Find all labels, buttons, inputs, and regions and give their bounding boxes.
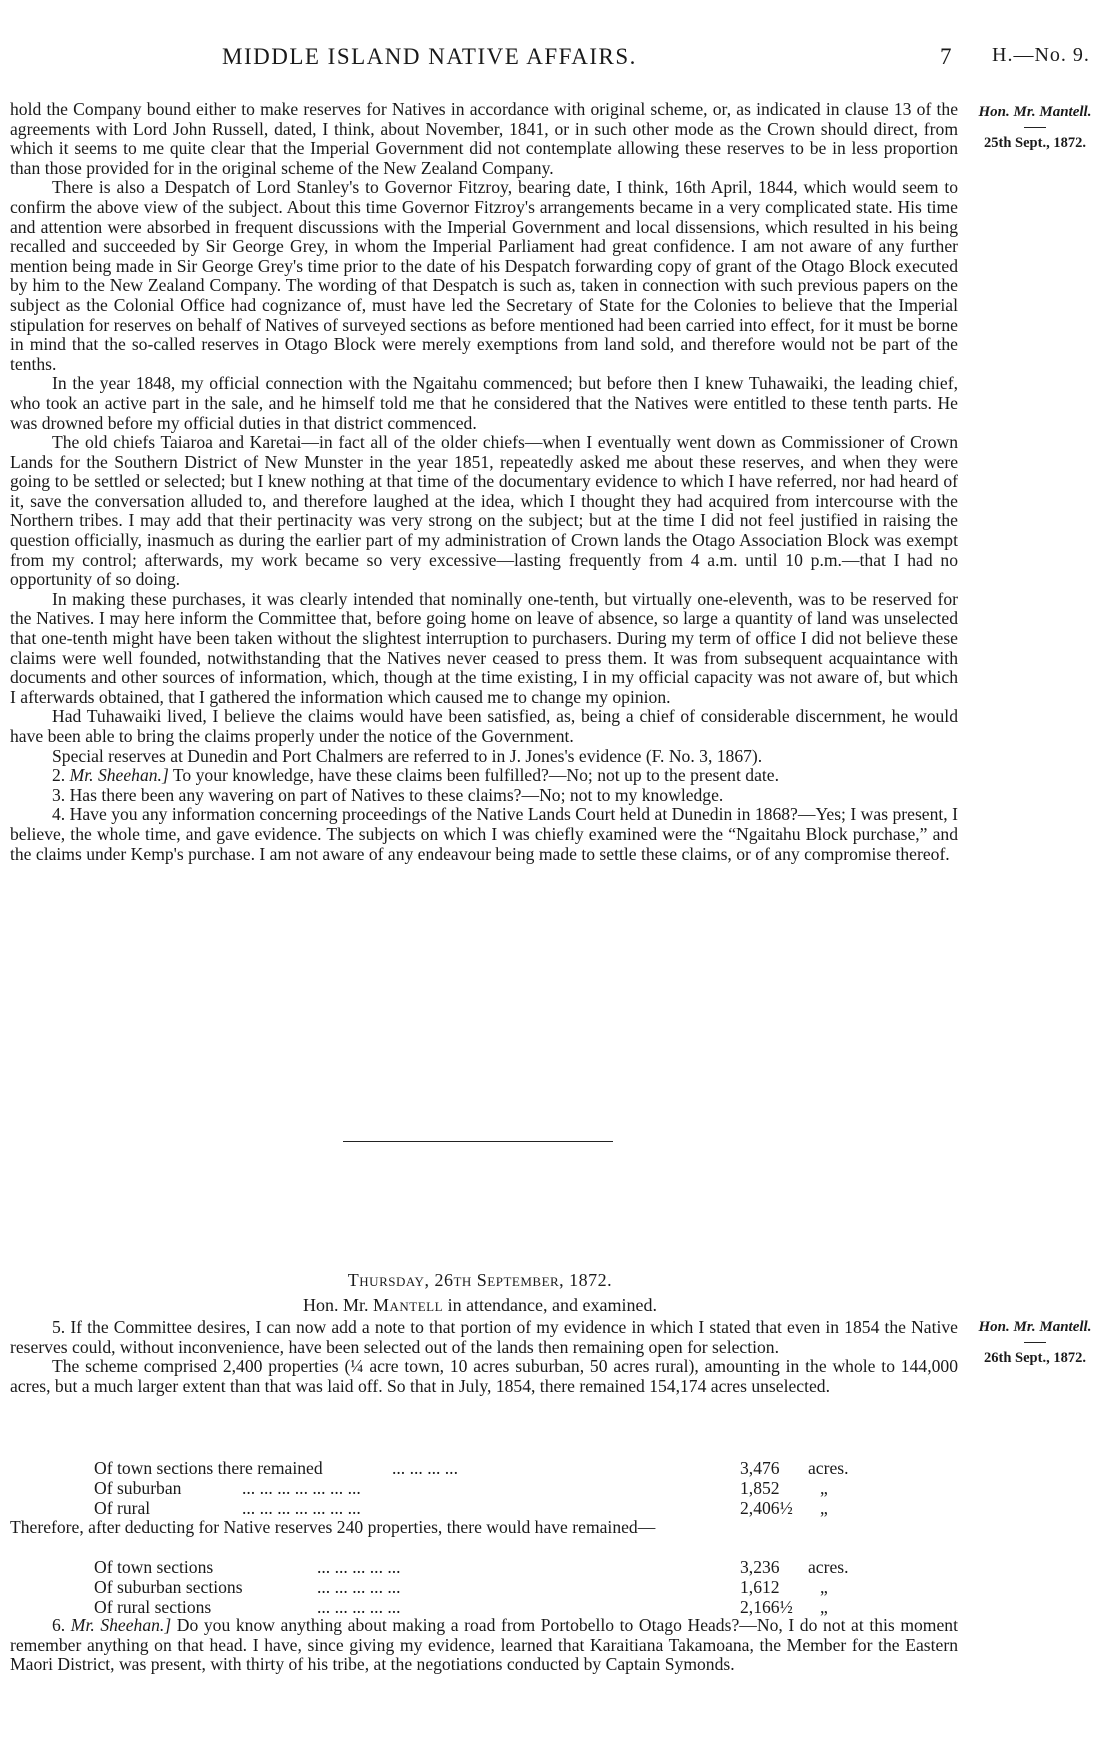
- acreage-table-2: [0, 1557, 960, 1617]
- paper-number: H.—No. 9.: [992, 44, 1090, 66]
- table-intro: Therefore, after deducting for Native reserves 240 properties, there would have remained—: [10, 1517, 656, 1537]
- row-value: 3,476: [740, 1458, 780, 1478]
- table-row: [0, 1498, 960, 1518]
- table-row: [0, 1478, 960, 1498]
- paragraph: Special reserves at Dunedin and Port Chalmers are referred to in J. Jones's evidence (F. No. 3, 1867).: [52, 745, 763, 766]
- margin-rule: [1024, 127, 1046, 128]
- question-6: [10, 1616, 958, 1675]
- leader-dots: ... ... ... ... ...: [317, 1597, 401, 1617]
- questioner: Mr. Sheehan.]: [69, 765, 169, 786]
- paragraph: In the year 1848, my official connection with the Ngaitahu commenced; but before then I knew Tuhawaiki, the leading chief, who took an active part in the sale, and he himself told me that he considered that the Natives were entitled to these tenth parts. He was drowned before my official duties in that district commenced.: [10, 373, 958, 433]
- row-unit: acres.: [808, 1557, 849, 1577]
- question-3: 3. Has there been any wavering on part of Natives to these claims?—No; not to my knowledge.: [52, 784, 724, 805]
- acreage-table-1: [0, 1458, 960, 1518]
- leader-dots: ... ... ... ...: [392, 1458, 458, 1478]
- table-row: [0, 1597, 960, 1617]
- question-4: 4. Have you any information concerning proceedings of the Native Lands Court held at Dunedin in 1868?—Yes; I was present, I believe, the whole time, and gave evidence. The subjects on which I was chiefly examined were the “Ngaitahu Block purchase,” and the claims under Kemp's purchase. I am not aware of any endeavour being made to settle these claims, or of any compromise thereof.: [10, 804, 958, 864]
- row-value: 2,166½: [740, 1597, 793, 1617]
- paragraph: hold the Company bound either to make reserves for Natives in accordance with original scheme, or, as indicated in clause 13 of the agreements with Lord John Russell, dated, I think, about November, 1841, or in such other mode as the Crown should direct, from which it seems to me quite clear that the Imperial Government did not contemplate allowing these reserves to be in less proportion than those provided for in the original scheme of the New Zealand Company.: [10, 99, 958, 178]
- leader-dots: ... ... ... ... ... ... ...: [242, 1478, 361, 1498]
- page-number: 7: [940, 44, 952, 69]
- paragraph: Had Tuhawaiki lived, I believe the claims would have been satisfied, as, being a chief of considerable discernment, he would have been able to bring the claims properly under the notice of the Government.: [10, 706, 958, 746]
- row-unit: acres.: [808, 1458, 849, 1478]
- margin-date: 26th Sept., 1872.: [984, 1350, 1086, 1366]
- margin-speaker: Hon. Mr. Mantell.: [978, 1319, 1092, 1335]
- row-unit: „: [820, 1498, 828, 1518]
- question-number: 6.: [52, 1615, 66, 1635]
- margin-date: 25th Sept., 1872.: [984, 135, 1086, 151]
- row-value: 1,612: [740, 1577, 780, 1597]
- row-value: 3,236: [740, 1557, 780, 1577]
- evidence-section-3: [10, 1616, 958, 1675]
- leader-dots: ... ... ... ... ...: [317, 1577, 401, 1597]
- table-row: [0, 1458, 960, 1478]
- table-row: [0, 1577, 960, 1597]
- row-value: 1,852: [740, 1478, 780, 1498]
- margin-speaker: Hon. Mr. Mantell.: [978, 104, 1092, 120]
- paragraph: The scheme comprised 2,400 properties (¼ acre town, 10 acres suburban, 50 acres rural), amounting in the whole to 144,000 acres, but a much larger extent than that was laid off. So that in July, 1854, there remained 154,174 acres unselected.: [10, 1356, 958, 1396]
- questioner: Mr. Sheehan.]: [70, 1615, 172, 1635]
- paragraph: There is also a Despatch of Lord Stanley's to Governor Fitzroy, bearing date, I think, 16th April, 1844, which would seem to confirm the above view of the subject. About this time Governor Fitzroy's arrangements became in a very complicated state. His time and attention were absorbed in frequent discussions with the Imperial Government and local dissensions, which resulted in his being recalled and succeeded by Sir George Grey, in whom the Imperial Parliament had great confidence. I am not aware of any further mention being made in Sir George Grey's time prior to the date of his Despatch forwarding copy of grant of the Otago Block executed by him to the New Zealand Company. The wording of that Despatch is such as, taken in connection with such previous papers on the subject as the Colonial Office had cognizance of, must have led the Secretary of State for the Colonies to believe that the Imperial stipulation for reserves on behalf of Natives of surveyed sections as before mentioned had been carried into effect, for it must be borne in mind that the so-called reserves in Otago Block were merely exemptions from land sold, and therefore would not be part of the tenths.: [10, 177, 958, 374]
- margin-note-2: [965, 1319, 1105, 1367]
- row-value: 2,406½: [740, 1498, 793, 1518]
- leader-dots: ... ... ... ... ...: [317, 1557, 401, 1577]
- row-label: Of rural sections: [94, 1597, 212, 1617]
- running-title: MIDDLE ISLAND NATIVE AFFAIRS.: [222, 44, 637, 69]
- leader-dots: ... ... ... ... ... ... ...: [242, 1498, 361, 1518]
- page-header: [0, 44, 1114, 74]
- row-label: Of suburban sections: [94, 1577, 243, 1597]
- section-divider: [343, 1141, 613, 1142]
- row-unit: „: [820, 1478, 828, 1498]
- row-label: Of town sections: [94, 1557, 214, 1577]
- row-label: Of suburban: [94, 1478, 182, 1498]
- row-unit: „: [820, 1577, 828, 1597]
- table-row: [0, 1557, 960, 1577]
- row-unit: „: [820, 1597, 828, 1617]
- question-text: To your knowledge, have these claims been fulfilled?—No; not up to the present date.: [172, 765, 779, 786]
- question-5: 5. If the Committee desires, I can now add a note to that portion of my evidence in which I stated that even in 1854 the Native reserves could, without inconvenience, have been selected out of the lands then remaining open for selection.: [10, 1317, 958, 1357]
- margin-note-1: [965, 104, 1105, 152]
- paragraph: The old chiefs Taiaroa and Karetai—in fact all of the older chiefs—when I eventually went down as Commissioner of Crown Lands for the Southern District of New Munster in the year 1851, repeatedly asked me about these reserves, and when they were going to be settled or selected; but I knew nothing at that time of the documentary evidence to which I have referred, nor had heard of it, save the conversation alluded to, and therefore laughed at the idea, which I thought they had acquired from intercourse with the Northern tribes. I may add that their pertinacity was very strong on the subject; but at the time I did not feel justified in raising the question officially, inasmuch as during the earlier part of my administration of Crown lands the Otago Association Block was exempt from my control; afterwards, my work became so very excessive—lasting frequently from 4 a.m. until 10 p.m.—that I had no opportunity of so doing.: [10, 432, 958, 590]
- day-heading: Thursday, 26th September, 1872.: [347, 1270, 613, 1290]
- evidence-section-1: [10, 100, 958, 864]
- row-label: Of town sections there remained: [94, 1458, 323, 1478]
- attendance-line: Hon. Mr. Mantell in attendance, and examined.: [303, 1295, 657, 1315]
- evidence-section-2: [10, 1318, 958, 1396]
- question-text: Do you know anything about making a road from Portobello to Otago Heads?—No, I do not at this moment remember anything on that head. I have, since giving my evidence, learned that Karaitiana Takamoana, the Member for the Eastern Maori District, was present, with thirty of his tribe, at the negotiations conducted by Captain Symonds.: [10, 1615, 958, 1675]
- witness-name: Mantell: [373, 1295, 444, 1315]
- paragraph: In making these purchases, it was clearly intended that nominally one-tenth, but virtually one-eleventh, was to be reserved for the Natives. I may here inform the Committee that, before going home on leave of absence, so large a quantity of land was unselected that one-tenth might have been taken without the slightest interruption to purchasers. During my term of office I did not believe these claims were well founded, notwithstanding that the Natives never ceased to press them. It was from subsequent acquaintance with documents and other sources of information, which, though at the time existing, I in my official capacity was not aware of, but which I afterwards obtained, that I gathered the information which caused me to change my opinion.: [10, 588, 958, 707]
- row-label: Of rural: [94, 1498, 151, 1518]
- margin-rule: [1024, 1342, 1046, 1343]
- question-number: 2.: [52, 765, 66, 786]
- question-2: [10, 766, 958, 786]
